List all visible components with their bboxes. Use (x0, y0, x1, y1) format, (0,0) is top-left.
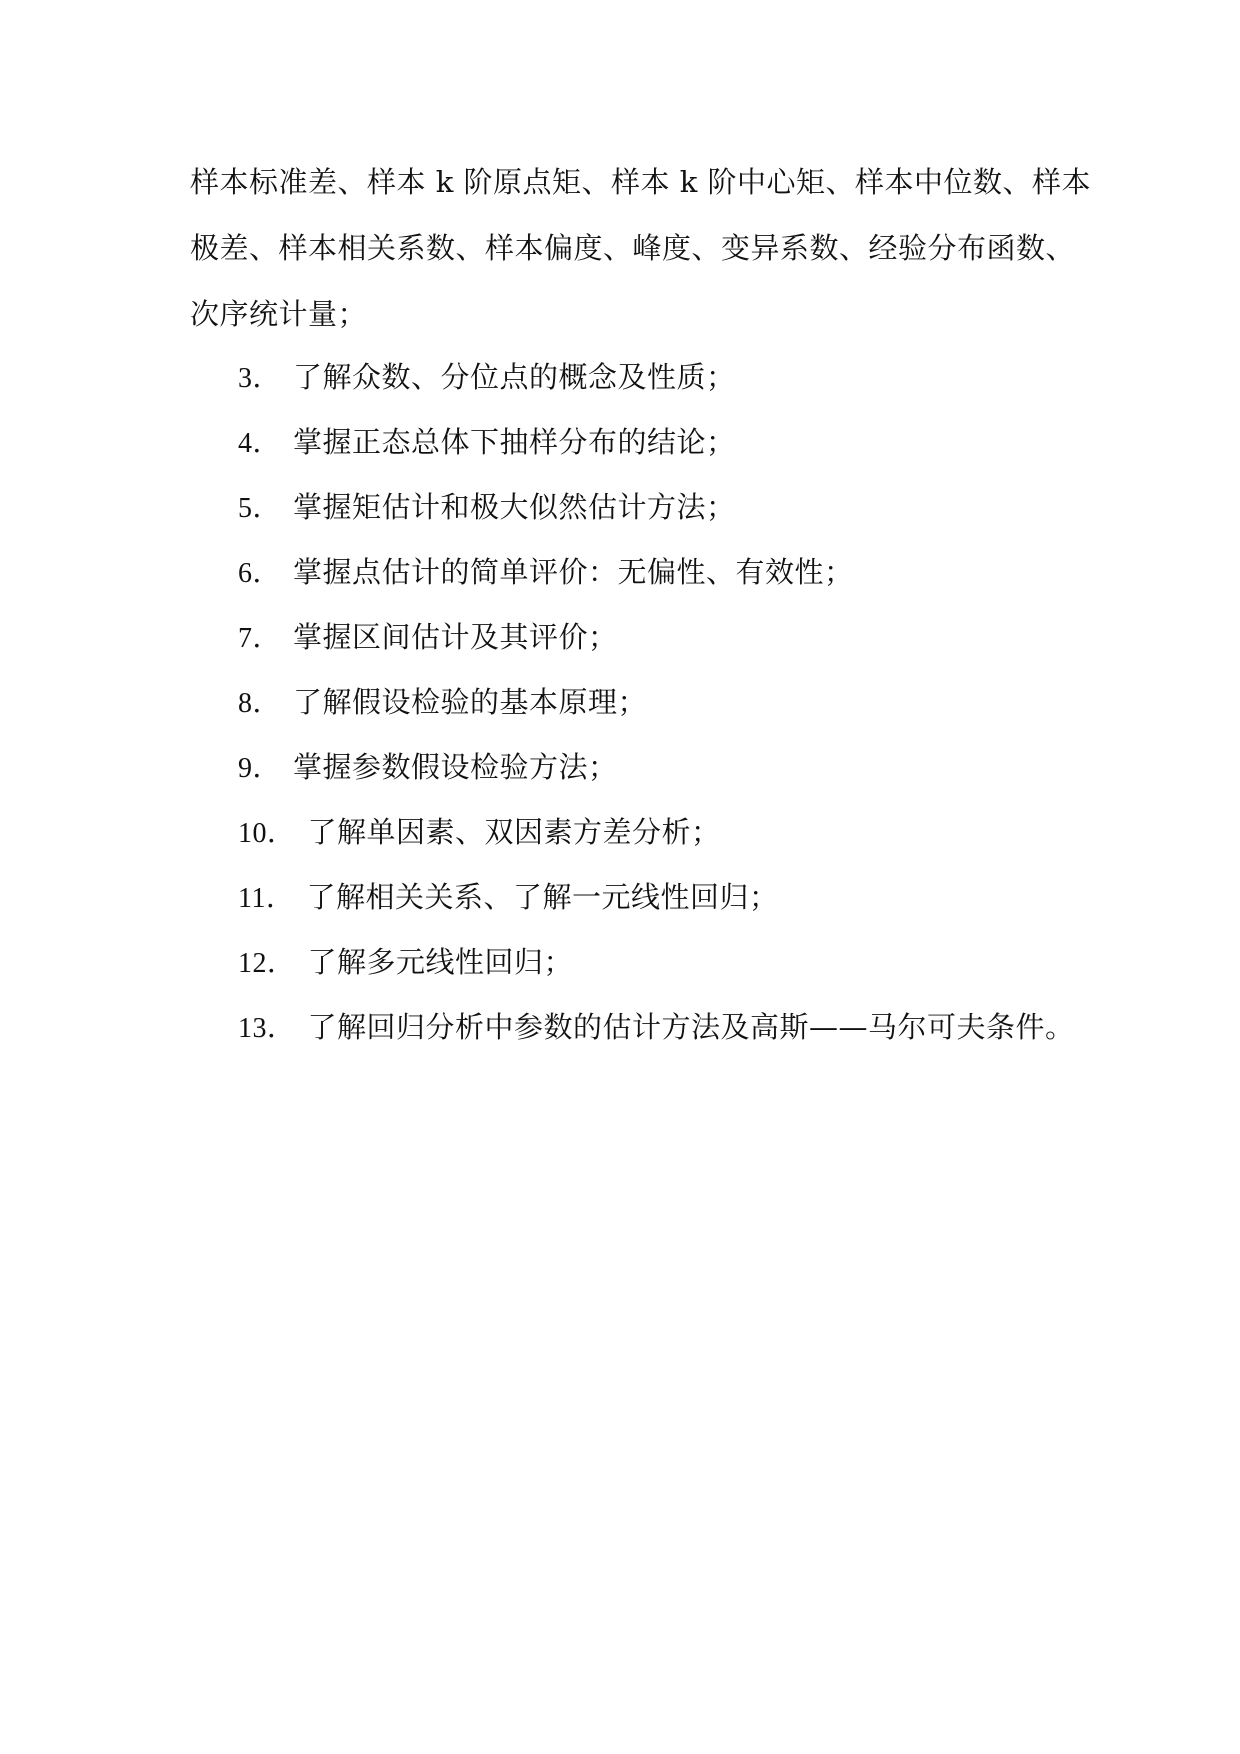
item-text: 掌握正态总体下抽样分布的结论； (293, 425, 736, 459)
item-text: 了解相关关系、了解一元线性回归； (306, 880, 779, 914)
list-item (238, 1002, 1098, 1067)
item-text: 了解假设检验的基本原理； (293, 685, 648, 719)
list-item (238, 677, 1098, 742)
paragraph-line: 样本标准差、样本 k 阶原点矩、样本 k 阶中心矩、样本中位数、样本 (190, 165, 1092, 199)
item-number: 8． (238, 688, 282, 719)
list-item (238, 482, 1098, 547)
item-number: 9． (238, 753, 282, 784)
item-text: 了解单因素、双因素方差分析； (307, 815, 721, 849)
item-number: 4． (238, 428, 282, 459)
requirements-list (238, 352, 1098, 1067)
list-item (238, 352, 1098, 417)
list-item (238, 937, 1098, 1002)
item-number: 7． (238, 623, 282, 654)
item-text: 了解多元线性回归； (307, 945, 574, 979)
item-number: 10． (238, 818, 296, 849)
continuation-paragraph (190, 156, 1092, 354)
list-item (238, 742, 1098, 807)
item-number: 12． (238, 948, 296, 979)
list-item (238, 612, 1098, 677)
item-number: 11． (238, 883, 295, 914)
item-text: 了解众数、分位点的概念及性质； (293, 360, 736, 394)
item-text: 掌握点估计的简单评价：无偏性、有效性； (293, 555, 854, 589)
list-item (238, 417, 1098, 482)
item-text: 了解回归分析中参数的估计方法及高斯——马尔可夫条件。 (307, 1010, 1075, 1044)
paragraph-line: 次序统计量； (190, 297, 368, 331)
list-item (238, 547, 1098, 612)
item-text: 掌握参数假设检验方法； (293, 750, 618, 784)
item-number: 6． (238, 558, 282, 589)
item-text: 掌握区间估计及其评价； (293, 620, 618, 654)
paragraph-line: 极差、样本相关系数、样本偏度、峰度、变异系数、经验分布函数、 (190, 231, 1076, 265)
list-item (238, 872, 1098, 937)
item-number: 3． (238, 363, 282, 394)
item-number: 5． (238, 493, 282, 524)
item-text: 掌握矩估计和极大似然估计方法； (293, 490, 736, 524)
item-number: 13． (238, 1013, 296, 1044)
list-item (238, 807, 1098, 872)
